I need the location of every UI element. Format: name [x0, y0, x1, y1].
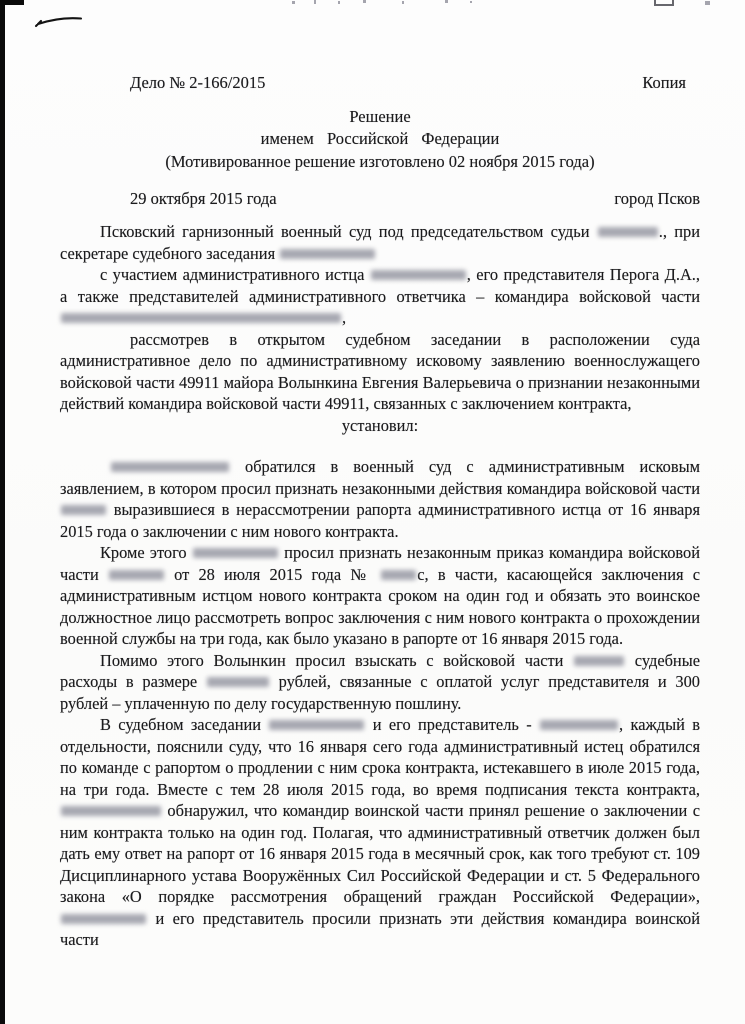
- text-run: с участием административного истца: [100, 265, 370, 285]
- title-line-2: именем Российской Федерации: [260, 129, 500, 149]
- decision-date: 29 октября 2015 года: [130, 189, 277, 209]
- paragraph: [60, 221, 700, 264]
- text-run: и его представитель -: [365, 715, 540, 735]
- document-content: [60, 0, 700, 951]
- city-label: город Псков: [614, 189, 700, 209]
- case-number: Дело № 2-166/2015: [130, 73, 266, 92]
- redacted-text: [371, 270, 466, 280]
- redacted-text: [574, 656, 624, 666]
- text-run: просил признать незаконным приказ командира войсковой части: [60, 543, 700, 584]
- text-run: ,: [342, 308, 347, 328]
- redacted-text: [109, 570, 164, 580]
- text-run: , его представителя Перога Д.А., а также представителей административного ответчика – командира войсковой части: [60, 265, 700, 306]
- redacted-text: [540, 720, 618, 730]
- text-run: Кроме этого: [100, 543, 192, 563]
- paragraph: [60, 714, 700, 951]
- text-run: обнаружил, что командир воинской части принял решение о заключении с ним контракта только на один год. Полагая, что административный ответчик должен был дать ему ответ на рапорт от 16 января 2015 года в месячный срок, как того требуют ст. 109 Дисциплинарного устава Вооружённых Сил Российской Федерации и ст. 5 Федерального закона «О порядке рассмотрения обращений граждан Российской Федерации»,: [60, 801, 700, 907]
- scan-left-edge-artifact: [0, 0, 5, 1024]
- paragraph: [60, 542, 700, 650]
- text-run: и его представитель просили признать эти действия командира воинской части: [60, 908, 700, 950]
- header-row: [60, 72, 700, 94]
- text-run: с, в части, касающейся заключения с административным истцом нового контракта сроком на один год и обязать это воинское должностное лицо рассмотреть вопрос заключения с ним нового контракта о прохождении военной службы на три года, как было указано в рапорте от 16 января 2015 года.: [60, 564, 700, 649]
- document-body: [60, 221, 700, 951]
- redacted-text: [61, 505, 106, 515]
- redacted-text: [61, 914, 146, 924]
- text-run: Помимо этого Волынкин просил взыскать с войсковой части: [100, 650, 574, 670]
- scan-speck: [705, 1, 710, 5]
- paragraph: [60, 456, 700, 542]
- redacted-text: [193, 548, 278, 558]
- text-run: ., при секретаре судебного заседания: [60, 222, 700, 263]
- section-heading: установил:: [341, 415, 419, 435]
- title-line-3: (Мотивированное решение изготовлено 02 ноября 2015 года): [165, 151, 595, 171]
- paragraph: [60, 329, 700, 415]
- date-row: [60, 188, 700, 210]
- scan-top-left-artifact: [0, 0, 24, 5]
- copy-label: Копия: [642, 73, 686, 92]
- text-run: судебные расходы в размере: [60, 650, 700, 692]
- redacted-text: [598, 227, 658, 237]
- redacted-text: [207, 677, 269, 687]
- redacted-text: [111, 462, 229, 472]
- redacted-text: [61, 313, 341, 323]
- paragraph: [60, 264, 700, 329]
- redacted-text: [269, 720, 364, 730]
- text-run: выразившиеся в нерассмотрении рапорта административного истца от 16 января 2015 года о заключении с ним нового контракта.: [60, 500, 700, 541]
- text-run: Псковский гарнизонный военный суд под председательством судьи: [100, 222, 597, 242]
- title-block: [60, 106, 700, 173]
- paragraph: [60, 650, 700, 715]
- text-run: от 28 июля 2015 года №: [164, 564, 381, 584]
- redacted-text: [280, 249, 375, 259]
- text-run: рублей, связанные с оплатой услуг представителя и 300 рублей – уплаченную по делу государственную пошлину.: [60, 672, 700, 713]
- redacted-text: [61, 806, 161, 816]
- text-run: обратился в военный суд с административным исковым заявлением, в котором просил признать незаконными действия командира войсковой части: [60, 457, 700, 498]
- text-run: , каждый в отдельности, пояснили суду, что 16 января сего года административный истец обратился по команде с рапортом о продлении с ним срока контракта, истекавшего в июле 2015 года, на три года. Вместе с тем 28 июля 2015 года, во время подписания текста контракта,: [60, 715, 700, 799]
- text-run: В судебном заседании: [100, 715, 269, 735]
- text-run: рассмотрев в открытом судебном заседании в расположении суда административное дело по административному исковому заявлению военнослужащего войсковой части 49911 майора Волынкина Евгения Валерьевича о признании незаконными действий командира войсковой части 49911, связанных с заключением контракта,: [60, 329, 700, 414]
- title-line-1: Решение: [349, 107, 411, 126]
- redacted-text: [381, 570, 416, 580]
